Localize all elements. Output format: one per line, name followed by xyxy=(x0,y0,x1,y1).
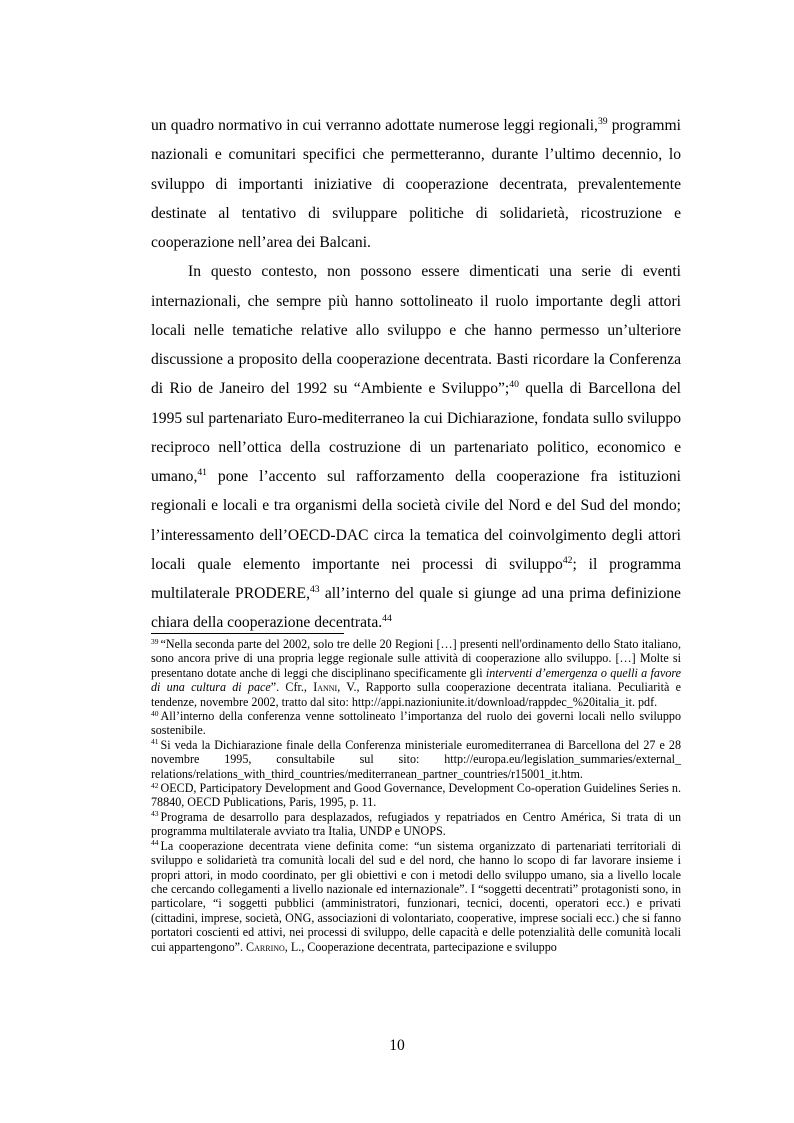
footnote-number: 41 xyxy=(151,737,159,747)
footnote-author: Ianni xyxy=(313,680,338,695)
footnote-ref-44[interactable]: 44 xyxy=(382,613,392,625)
paragraph-2-text-d: ; il programma multilaterale PRODERE, xyxy=(151,555,681,602)
footnote-ref-39[interactable]: 39 xyxy=(597,116,608,128)
footnote-text: All’interno della conferenza venne sottolineato l’importanza del ruolo dei governi locali nello sviluppo sostenibile. xyxy=(151,709,681,738)
footnote-italic-text: interventi d’emergenza o quelli a favore di una cultura di pace xyxy=(151,665,681,695)
footnote-42 xyxy=(151,781,681,810)
footnote-41 xyxy=(151,738,681,781)
footnote-ref-41[interactable]: 41 xyxy=(197,467,207,479)
footnotes xyxy=(151,637,681,954)
footnote-number: 40 xyxy=(151,708,159,718)
footnote-text: ”. Cfr., xyxy=(270,680,314,695)
footnote-author: Carrino xyxy=(246,939,285,954)
paragraph-1 xyxy=(151,111,681,257)
footnote-number: 43 xyxy=(151,809,159,819)
footnote-text: , V., Rapporto sulla cooperazione decentrata italiana. Peculiarità e tendenze, novembre 2002, tratto dal sito: http://appi.nazioniunite.it/download/rappdec_%20italia_it. pdf. xyxy=(151,680,681,709)
paragraph-2-text-a: In questo contesto, non possono essere dimenticati una serie di eventi internazionali, che sempre più hanno sottolineato il ruolo importante degli attori locali nelle tematiche relative allo sviluppo e che hanno permesso un’ulteriore discussione a proposito della cooperazione decentrata. Basti ricordare la Conferenza di Rio de Janeiro del 1992 su “Ambiente e Sviluppo”; xyxy=(151,263,681,398)
paragraph-2-text-e: all’interno del quale si giunge ad una prima definizione chiara della cooperazione decentrata. xyxy=(151,585,681,632)
paragraph-2 xyxy=(151,257,681,637)
footnote-number: 39 xyxy=(151,636,159,646)
footnote-40 xyxy=(151,709,681,738)
main-text xyxy=(151,111,681,638)
footnote-43 xyxy=(151,810,681,839)
page-number: 10 xyxy=(389,1037,405,1054)
footnote-ref-42[interactable]: 42 xyxy=(562,554,573,566)
paragraph-1-text-b: programmi nazionali e comunitari specifici che permetteranno, durante l’ultimo decennio, lo sviluppo di importanti iniziative di cooperazione decentrata, prevalentemente destinate al tentativo di sviluppare politiche di solidarietà, ricostruzione e cooperazione nell’area dei Balcani. xyxy=(151,117,681,251)
paragraph-2-text-b: quella di Barcellona del 1995 sul partenariato Euro-mediterraneo la cui Dichiarazione, fondata sullo sviluppo reciproco nell’ottica della costruzione di un partenariato politico, economico e umano, xyxy=(151,380,681,485)
footnote-44 xyxy=(151,839,681,954)
footnote-text: La cooperazione decentrata viene definita come: “un sistema organizzato di partenariati territoriali di sviluppo e solidarietà tra comunità locali del sud e del nord, che hanno lo scopo di far lavorare insieme i propri attori, in modo coordinato, per gli obiettivi e con i metodi dello sviluppo umano, sia a livello locale che cercando collegamenti a livello nazionale ed internazionale”. I “soggetti decentrati” protagonisti sono, in particolare, “i soggetti pubblici (amministratori, funzionari, tecnici, docenti, operatori ecc.) e privati (cittadini, imprese, società, ONG, associazioni di volontariato, cooperative, imprese sociali ecc.) che si fanno portatori coscienti ed attivi, nei processi di sviluppo, delle capacità e delle potenzialità delle comunità locali cui appartengono”. xyxy=(151,838,681,954)
footnote-text: , L., Cooperazione decentrata, partecipazione e sviluppo xyxy=(284,939,557,954)
footnote-39 xyxy=(151,637,681,709)
footnote-text: OECD, Participatory Development and Good Governance, Development Co-operation Guidelines Series n. 78840, OECD Publications, Paris, 1995, p. 11. xyxy=(151,781,681,810)
footnote-number: 42 xyxy=(151,780,159,790)
footnote-number: 44 xyxy=(151,838,159,848)
footnote-ref-40[interactable]: 40 xyxy=(509,379,519,391)
footnote-text: Programa de desarrollo para desplazados, refugiados y repatriados en Centro América, Si trata di un programma multilaterale avviato tra Italia, UNDP e UNOPS. xyxy=(151,809,681,839)
footnote-text: “Nella seconda parte del 2002, solo tre delle 20 Regioni […] presenti nell'ordinamento dello Stato italiano, sono ancora prive di una propria legge regionale sulle attività di cooperazione allo sviluppo. […] Molte si presentano dotate anche di leggi che disciplinano specificamente gli xyxy=(151,637,681,680)
footnote-separator xyxy=(151,633,344,634)
footnote-ref-43[interactable]: 43 xyxy=(309,584,320,596)
paragraph-1-text-a: un quadro normativo in cui verranno adottate numerose leggi regionali, xyxy=(151,117,598,134)
footnote-text: Si veda la Dichiarazione finale della Conferenza ministeriale euromediterranea di Barcellona del 27 e 28 novembre 1995, consultabile sul sito: http://europa.eu/legislation_summaries/external_ relations/relations_with_third_countries/mediterranean_partner_countries/r15001_it.htm. xyxy=(151,737,681,781)
paragraph-2-text-c: pone l’accento sul rafforzamento della cooperazione fra istituzioni regionali e locali e tra organismi della società civile del Nord e del Sud del mondo; l’interessamento dell’OECD-DAC circa la tematica del coinvolgimento degli attori locali quale elemento importante nei processi di sviluppo xyxy=(151,468,681,573)
